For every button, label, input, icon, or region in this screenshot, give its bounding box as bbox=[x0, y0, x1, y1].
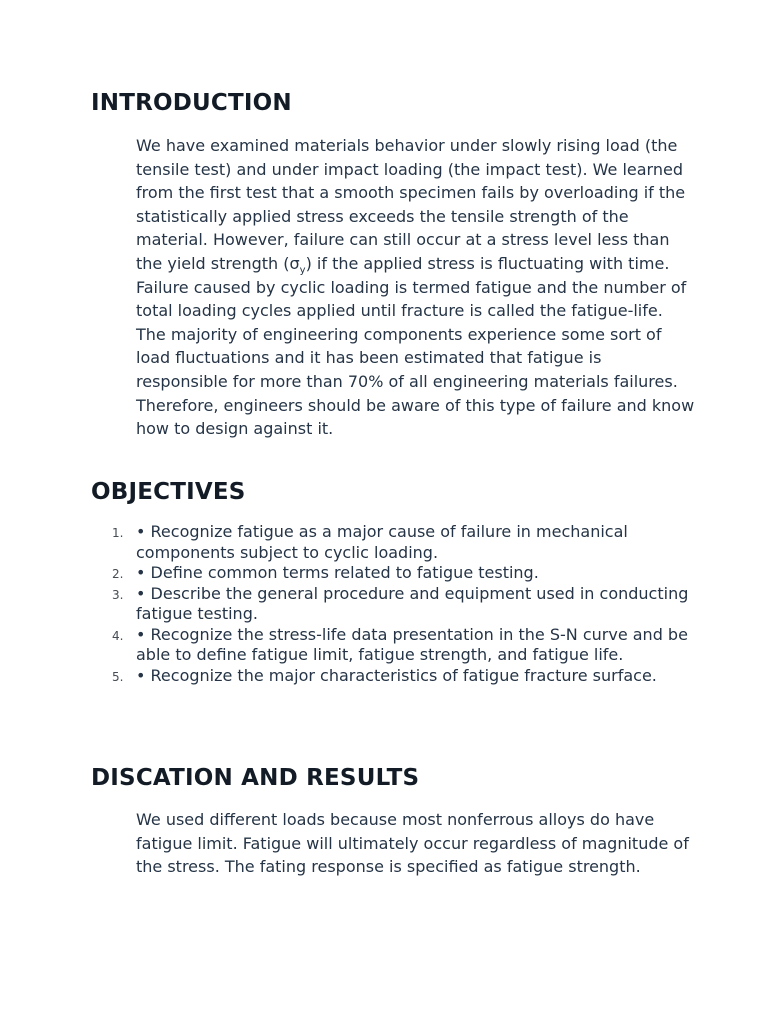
objective-number: 5. bbox=[112, 669, 124, 684]
objective-text: • Recognize fatigue as a major cause of failure in mechanical components subject to cyclic loading. bbox=[136, 522, 628, 562]
objective-item bbox=[112, 583, 696, 625]
introduction-heading: INTRODUCTION bbox=[91, 90, 292, 116]
discussion-paragraph: We used different loads because most nonferrous alloys do have fatigue limit. Fatigue will ultimately occur regardless of magnitude of the stress. The fating response is specified as fatigue strength. bbox=[136, 810, 689, 877]
objective-text: • Describe the general procedure and equipment used in conducting fatigue testing. bbox=[136, 583, 689, 623]
introduction-paragraph bbox=[136, 134, 696, 441]
sigma-subscript: y bbox=[299, 265, 306, 277]
objective-item bbox=[112, 665, 696, 687]
objective-number: 4. bbox=[112, 628, 124, 643]
objective-text: • Recognize the major characteristics of fatigue fracture surface. bbox=[136, 665, 657, 685]
objective-item bbox=[112, 522, 696, 563]
discussion-heading: DISCATION AND RESULTS bbox=[91, 765, 420, 791]
introduction-text-part-1: We have examined materials behavior under slowly rising load (the tensile test) and under impact loading (the impact test). We learned from the first test that a smooth specimen fails by overloading if the statistically applied stress exceeds the tensile strength of the material. However, failure can still occur at a stress level less than the yield strength ( bbox=[136, 136, 686, 273]
objective-text: • Recognize the stress-life data presentation in the S-N curve and be able to define fatigue limit, fatigue strength, and fatigue life. bbox=[136, 624, 688, 664]
objectives-list bbox=[112, 522, 696, 686]
objective-number: 2. bbox=[112, 567, 124, 581]
sigma-symbol: σ bbox=[289, 253, 300, 273]
objective-item bbox=[112, 563, 696, 584]
objectives-heading: OBJECTIVES bbox=[91, 479, 246, 505]
objective-number: 3. bbox=[112, 587, 124, 602]
objective-item bbox=[112, 624, 696, 666]
introduction-text-part-2: ) if the applied stress is fluctuating with time. Failure caused by cyclic loading is termed fatigue and the number of total loading cycles applied until fracture is called the fatigue-life. The majority of engineering components experience some sort of load fluctuations and it has been estimated that fatigue is responsible for more than 70% of all engineering materials failures. Therefore, engineers should be aware of this type of failure and know how to design against it. bbox=[136, 253, 695, 439]
objective-number: 1. bbox=[112, 526, 124, 540]
objective-text: • Define common terms related to fatigue testing. bbox=[136, 563, 539, 582]
